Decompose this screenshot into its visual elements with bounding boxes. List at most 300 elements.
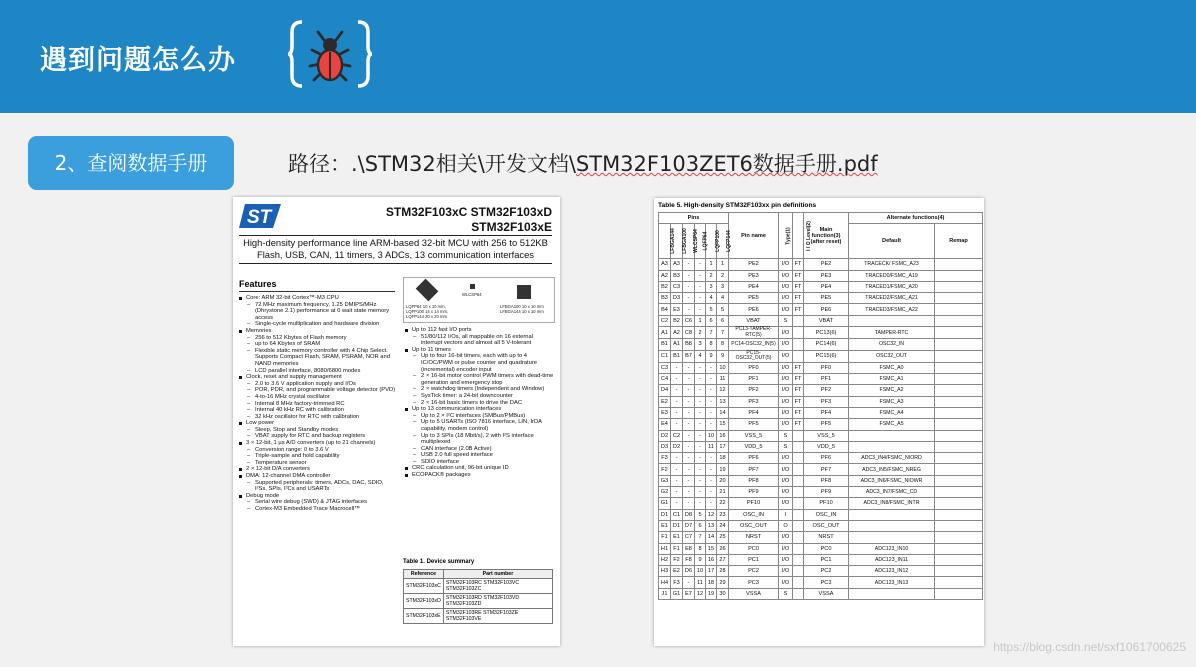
table-cell: PF3 (804, 396, 849, 407)
table-cell: B3 (671, 270, 683, 281)
table-cell: 7 (706, 327, 717, 339)
table-cell: FT (793, 396, 804, 407)
watermark: https://blog.csdn.net/sxf1061700625 (993, 640, 1186, 654)
table-cell: PC13-TAMPER-RTC(5) (729, 327, 779, 339)
table-cell: - (695, 498, 706, 509)
table-cell: F2 (659, 464, 671, 475)
table-cell (849, 315, 935, 326)
feature-item: Low power (239, 420, 396, 427)
package-label: LFBGA100 10 x 10 mm LFBGA144 10 x 10 mm (500, 304, 544, 314)
datasheet-cover-page (233, 197, 560, 646)
feature-subitem: – VBAT supply for RTC and backup registers (239, 433, 396, 440)
features-list-right (405, 327, 555, 479)
table-cell: 19 (717, 464, 729, 475)
table-cell: 30 (717, 588, 729, 599)
table-cell: PF0 (729, 362, 779, 373)
table-cell: 25 (717, 532, 729, 543)
table-header: I / O Level(2) (793, 213, 804, 259)
table-cell: - (683, 281, 695, 292)
table-header: Part number (443, 570, 552, 579)
feature-subitem: – Single-cycle multiplication and hardware division (239, 321, 396, 328)
table-cell: 1 (717, 259, 729, 270)
table-cell: 29 (717, 577, 729, 588)
table-cell: S (779, 430, 793, 441)
table-cell: C3 (671, 281, 683, 292)
table-cell: G1 (671, 588, 683, 599)
feature-item: CRC calculation unit, 96-bit unique ID (405, 465, 555, 472)
table-cell: - (695, 407, 706, 418)
table-cell (793, 475, 804, 486)
table-cell: PE3 (804, 270, 849, 281)
table-cell: - (695, 374, 706, 385)
table-cell: VBAT (804, 315, 849, 326)
table-cell: I/O (779, 293, 793, 304)
table-cell: I/O (779, 532, 793, 543)
table-cell: FT (793, 385, 804, 396)
table-cell: I (779, 509, 793, 520)
table-cell: 11 (717, 374, 729, 385)
table-cell: PF9 (729, 487, 779, 498)
table-cell: I/O (779, 327, 793, 339)
table-cell: 24 (717, 520, 729, 531)
table-cell: 1 (706, 259, 717, 270)
table-cell: F2 (671, 554, 683, 565)
table-cell: 2 (695, 327, 706, 339)
table-cell: - (695, 259, 706, 270)
table-cell (793, 453, 804, 464)
table-row (659, 281, 983, 292)
feature-subitem: – 32 kHz oscillator for RTC with calibration (239, 414, 396, 421)
feature-subitem: – Serial wire debug (SWD) & JTAG interfaces (239, 499, 396, 506)
table-cell: E3 (671, 304, 683, 315)
table-cell: I/O (779, 270, 793, 281)
table-cell: C7 (683, 532, 695, 543)
table-cell: PF4 (804, 407, 849, 418)
table-cell: F8 (683, 554, 695, 565)
table-cell (793, 532, 804, 543)
table-cell: - (695, 419, 706, 430)
table-row (659, 543, 983, 554)
table-cell: FSMC_A1 (849, 374, 935, 385)
table-cell: PC15(6) (804, 350, 849, 362)
table-cell: C1 (671, 509, 683, 520)
table-cell (849, 532, 935, 543)
table-cell: 22 (717, 498, 729, 509)
table-cell: VDD_5 (804, 441, 849, 452)
table-row (659, 464, 983, 475)
table-cell: 16 (706, 554, 717, 565)
table-cell: - (695, 385, 706, 396)
table-cell: E7 (683, 588, 695, 599)
table-cell: - (706, 487, 717, 498)
table-cell: 4 (717, 293, 729, 304)
table-cell: 15 (706, 543, 717, 554)
table-cell (793, 441, 804, 452)
table-cell: - (671, 374, 683, 385)
package-label: LQFP64 10 x 10 mm, LQFP100 14 x 14 mm, LQFP144 20 x 20 mm (406, 304, 449, 319)
table-cell: D3 (671, 293, 683, 304)
table-row (659, 374, 983, 385)
table-cell: 6 (717, 315, 729, 326)
feature-subitem: – Cortex-M3 Embedded Trace Macrocell™ (239, 506, 396, 513)
table-cell: 18 (706, 577, 717, 588)
table-cell (935, 362, 983, 373)
table-cell: TRACED3/FSMC_A22 (849, 304, 935, 315)
table-cell: PE4 (804, 281, 849, 292)
table-cell: 28 (717, 566, 729, 577)
table-cell: VSS_5 (729, 430, 779, 441)
table-cell: VSS_5 (804, 430, 849, 441)
table-cell (793, 327, 804, 339)
table-cell: 18 (717, 453, 729, 464)
table-cell (935, 554, 983, 565)
feature-subitem: – SDIO interface (405, 459, 555, 466)
table-cell: PE6 (804, 304, 849, 315)
table-cell: PF8 (804, 475, 849, 486)
table-cell: B1 (659, 339, 671, 350)
table-cell: D1 (671, 520, 683, 531)
table-cell: - (683, 419, 695, 430)
table-row (659, 407, 983, 418)
table-cell: - (683, 475, 695, 486)
table-row (659, 475, 983, 486)
table-cell (935, 498, 983, 509)
table-cell (793, 509, 804, 520)
table-cell: TRACED0/FSMC_A19 (849, 270, 935, 281)
table-cell: - (671, 464, 683, 475)
table-cell: OSC_OUT (804, 520, 849, 531)
table-cell: PF6 (804, 453, 849, 464)
table-cell (849, 441, 935, 452)
table-cell: PF5 (804, 419, 849, 430)
table-cell: ADC123_IN13 (849, 577, 935, 588)
table-cell: - (706, 419, 717, 430)
table-cell: PF8 (729, 475, 779, 486)
table-cell: 10 (717, 362, 729, 373)
table-cell (935, 396, 983, 407)
table-cell: PF7 (729, 464, 779, 475)
table-cell: - (671, 385, 683, 396)
table-cell: PF2 (804, 385, 849, 396)
table-cell: PC0 (729, 543, 779, 554)
table-cell: 11 (706, 441, 717, 452)
table-cell (935, 453, 983, 464)
table-cell: 14 (706, 532, 717, 543)
table-cell: - (706, 396, 717, 407)
table-cell (935, 520, 983, 531)
table-cell: 9 (717, 350, 729, 362)
table-row (659, 588, 983, 599)
table-cell (935, 315, 983, 326)
table-cell: TRACECK/ FSMC_A23 (849, 259, 935, 270)
table-row (659, 566, 983, 577)
table-cell: PF9 (804, 487, 849, 498)
table-cell: VSSA (804, 588, 849, 599)
table-cell: G1 (659, 498, 671, 509)
table-cell: FSMC_A0 (849, 362, 935, 373)
table-row (659, 259, 983, 270)
table-cell: STM32F103xC (404, 579, 444, 594)
table-cell (935, 259, 983, 270)
table-cell: F3 (671, 577, 683, 588)
table-row (659, 441, 983, 452)
table-cell: G2 (659, 487, 671, 498)
datasheet-subtitle: High-density performance line ARM-based 32-bit MCU with 256 to 512KB Flash, USB, CAN, 11 timers, 3 ADCs, 13 communication interfaces (243, 237, 548, 260)
table-cell: NRST (804, 532, 849, 543)
table-cell: I/O (779, 396, 793, 407)
table-cell: 10 (706, 430, 717, 441)
table-cell: - (683, 577, 695, 588)
table-cell: - (683, 304, 695, 315)
table-cell: STM32F103RE STM32F103ZE STM32F103VE (443, 609, 552, 624)
table-cell: FT (793, 374, 804, 385)
feature-subitem: – Up to 3 SPIs (18 Mbit/s), 2 with I²S interface multiplexed (405, 433, 555, 446)
feature-subitem: – 72 MHz maximum frequency, 1.25 DMIPS/MHz (Dhrystone 2.1) performance at 0 wait state memory access (239, 302, 396, 322)
feature-subitem: – SysTick timer: a 24-bit downcounter (405, 393, 555, 400)
table-cell: - (671, 362, 683, 373)
table-cell: - (706, 385, 717, 396)
table-cell: FT (793, 270, 804, 281)
table-row (659, 385, 983, 396)
table-cell (935, 441, 983, 452)
table-cell (935, 385, 983, 396)
bug-icon (288, 12, 372, 96)
table-cell (935, 464, 983, 475)
datasheet-title-1: STM32F103xC STM32F103xD (385, 205, 552, 219)
feature-subitem: – 4-to-16 MHz crystal oscillator (239, 394, 396, 401)
table-row (659, 554, 983, 565)
slide-title: 遇到问题怎么办 (40, 45, 236, 76)
table-cell: H4 (659, 577, 671, 588)
table-cell: - (671, 407, 683, 418)
table-cell: C3 (659, 362, 671, 373)
table-cell: 6 (706, 315, 717, 326)
feature-item: ECOPACK® packages (405, 472, 555, 479)
table-cell: 2 (706, 270, 717, 281)
table-header: LQFP144 (717, 224, 729, 259)
table-cell: - (706, 464, 717, 475)
table-cell: - (683, 270, 695, 281)
table-cell: - (695, 304, 706, 315)
datasheet-title-2: STM32F103xE (471, 220, 552, 234)
table-cell: - (683, 441, 695, 452)
table-cell: 8 (717, 339, 729, 350)
table-cell (935, 532, 983, 543)
table-cell (935, 509, 983, 520)
table-cell: I/O (779, 566, 793, 577)
table-cell (935, 281, 983, 292)
table-header: LQFP100 (706, 224, 717, 259)
table-cell: - (695, 430, 706, 441)
table-cell: PE4 (729, 281, 779, 292)
table-header: Pin name (729, 213, 779, 259)
table-cell: PE6 (729, 304, 779, 315)
table-cell: STM32F103xD (404, 594, 444, 609)
table-cell: VBAT (729, 315, 779, 326)
table-row (659, 498, 983, 509)
table-cell: ADC3_IN5/FSMC_NREG (849, 464, 935, 475)
device-summary-title: Table 1. Device summary (403, 559, 475, 565)
table-header: Pins (659, 213, 729, 224)
table-cell: - (695, 475, 706, 486)
table-cell: S (779, 441, 793, 452)
table-cell: B8 (683, 339, 695, 350)
table-cell (935, 374, 983, 385)
header-bar (0, 0, 1196, 113)
table-cell: 16 (717, 430, 729, 441)
table-cell: H1 (659, 543, 671, 554)
table-row (659, 453, 983, 464)
table-cell: TRACED1/FSMC_A20 (849, 281, 935, 292)
table-cell: PF6 (729, 453, 779, 464)
table-cell: - (671, 396, 683, 407)
table-cell (935, 339, 983, 350)
table-cell: B1 (671, 350, 683, 362)
table-cell: I/O (779, 259, 793, 270)
table-row (659, 293, 983, 304)
table-cell: FT (793, 293, 804, 304)
feature-subitem: – 2 × 16-bit basic timers to drive the DAC (405, 400, 555, 407)
table-cell: STM32F103RD STM32F103VD STM32F103ZD (443, 594, 552, 609)
feature-subitem: – Up to four 16-bit timers, each with up to 4 IC/OC/PWM or pulse counter and quadrature (incremental) encoder input (405, 353, 555, 373)
pin-table-title: Table 5. High-density STM32F103xx pin definitions (658, 202, 817, 209)
table-cell: - (683, 453, 695, 464)
features-heading: Features (239, 279, 277, 289)
table-cell: - (683, 464, 695, 475)
table-cell: D8 (683, 509, 695, 520)
feature-item: Clock, reset and supply management (239, 374, 396, 381)
table-cell: OSC_IN (729, 509, 779, 520)
table-cell: E4 (659, 419, 671, 430)
table-cell (793, 577, 804, 588)
table-cell: - (706, 475, 717, 486)
path-file: STM32F103ZET6数据手册.pdf (575, 152, 878, 176)
table-row (659, 327, 983, 339)
table-cell: I/O (779, 385, 793, 396)
table-row (659, 339, 983, 350)
chip-image (470, 284, 475, 289)
table-cell (935, 419, 983, 430)
table-cell: F1 (659, 532, 671, 543)
feature-item: 2 × 12-bit D/A converters (239, 466, 396, 473)
table-cell: PE2 (804, 259, 849, 270)
table-cell: PC13(6) (804, 327, 849, 339)
table-cell: - (695, 441, 706, 452)
table-cell: I/O (779, 487, 793, 498)
table-cell: OSC32_OUT (849, 350, 935, 362)
table-row (404, 579, 553, 594)
table-cell: 12 (717, 385, 729, 396)
table-cell: I/O (779, 407, 793, 418)
table-cell: VSSA (729, 588, 779, 599)
table-cell (935, 543, 983, 554)
table-cell: I/O (779, 577, 793, 588)
feature-subitem: – up to 64 Kbytes of SRAM (239, 341, 396, 348)
table-cell (935, 588, 983, 599)
table-cell (793, 315, 804, 326)
table-cell: - (683, 385, 695, 396)
table-cell: FT (793, 362, 804, 373)
table-cell: 26 (717, 543, 729, 554)
table-cell (793, 350, 804, 362)
table-cell: ADC3_IN8/FSMC_INTR (849, 498, 935, 509)
feature-subitem: – Conversion range: 0 to 3.6 V (239, 447, 396, 454)
table-cell: I/O (779, 475, 793, 486)
table-cell: C6 (683, 315, 695, 326)
pin-definitions-table (658, 212, 983, 600)
feature-item: Up to 112 fast I/O ports (405, 327, 555, 334)
file-path (288, 148, 878, 178)
table-cell: C2 (671, 430, 683, 441)
table-row (659, 362, 983, 373)
table-cell: 17 (706, 566, 717, 577)
table-cell: PC1 (804, 554, 849, 565)
table-cell: 17 (717, 441, 729, 452)
table-cell: PE3 (729, 270, 779, 281)
table-cell: 4 (695, 350, 706, 362)
table-row (659, 487, 983, 498)
table-cell: FT (793, 304, 804, 315)
st-logo-icon (239, 202, 283, 230)
table-cell (935, 327, 983, 339)
feature-subitem: – 2 × watchdog timers (Independent and Window) (405, 386, 555, 393)
table-cell: J1 (659, 588, 671, 599)
table-header: LFBGA144 (659, 224, 671, 259)
feature-subitem: – 2 × 16-bit motor control PWM timers with dead-time generation and emergency stop (405, 373, 555, 386)
table-cell: - (706, 362, 717, 373)
table-cell: A2 (659, 270, 671, 281)
table-cell: - (695, 362, 706, 373)
table-header: Type(1) (779, 213, 793, 259)
divider (239, 235, 552, 236)
table-cell (793, 554, 804, 565)
table-cell: D1 (659, 509, 671, 520)
package-images (403, 277, 555, 323)
table-cell: 10 (695, 566, 706, 577)
table-cell: 13 (706, 520, 717, 531)
table-cell (849, 430, 935, 441)
table-cell: TAMPER-RTC (849, 327, 935, 339)
feature-subitem: – 51/80/112 I/Os, all mappable on 16 external interrupt vectors and almost all 5 V-tolerant (405, 334, 555, 347)
table-cell: 12 (695, 588, 706, 599)
table-cell: NRST (729, 532, 779, 543)
table-cell: A2 (671, 327, 683, 339)
feature-item: DMA: 12-channel DMA controller (239, 473, 396, 480)
table-cell (935, 270, 983, 281)
table-cell: I/O (779, 362, 793, 373)
feature-subitem: – Sleep, Stop and Standby modes (239, 427, 396, 434)
feature-item: Memories (239, 328, 396, 335)
pin-definitions-page (654, 198, 984, 646)
table-cell: PC3 (804, 577, 849, 588)
table-cell: - (695, 281, 706, 292)
table-cell: I/O (779, 419, 793, 430)
table-cell (935, 293, 983, 304)
table-cell: A1 (671, 339, 683, 350)
table-cell: 13 (717, 396, 729, 407)
table-cell: - (683, 498, 695, 509)
feature-subitem: – 256 to 512 Kbytes of Flash memory (239, 335, 396, 342)
table-cell: 9 (695, 554, 706, 565)
table-cell: C1 (659, 350, 671, 362)
table-cell: VDD_5 (729, 441, 779, 452)
table-cell (793, 464, 804, 475)
table-cell: FSMC_A3 (849, 396, 935, 407)
table-cell: H2 (659, 554, 671, 565)
table-cell: 27 (717, 554, 729, 565)
table-cell: E1 (671, 532, 683, 543)
table-cell: - (695, 396, 706, 407)
